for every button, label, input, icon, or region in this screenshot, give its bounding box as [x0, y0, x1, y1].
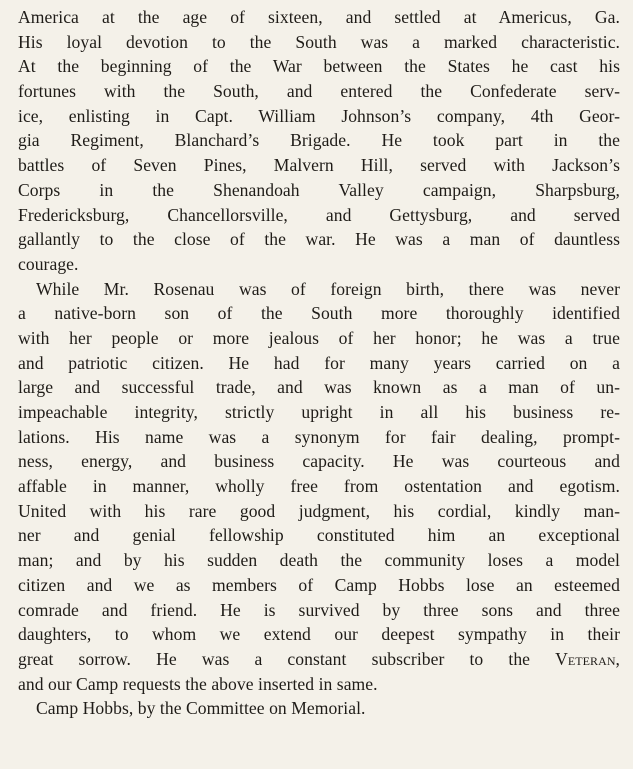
- text-line: gallantly to the close of the war. He was a man of dauntless: [18, 229, 620, 250]
- paragraph-character-tribute: [18, 277, 620, 697]
- veteran-title: Veteran: [555, 648, 616, 669]
- text-line: man; and by his sudden death the community loses a model: [18, 550, 620, 571]
- text-line: and our Camp requests the above inserted in same.: [18, 673, 378, 694]
- text-line-with-veteran: [18, 647, 620, 672]
- text-line: fortunes with the South, and entered the Confederate serv-: [18, 81, 620, 102]
- text-line: impeachable integrity, strictly upright in all his business re-: [18, 402, 620, 422]
- text-line: While Mr. Rosenau was of foreign birth, there was never: [36, 278, 620, 299]
- text-line: America at the age of sixteen, and settled at Americus, Ga.: [18, 7, 620, 27]
- text-line: ness, energy, and business capacity. He was courteous and: [18, 451, 620, 472]
- text-line: battles of Seven Pines, Malvern Hill, served with Jackson’s: [18, 155, 620, 176]
- text-line: gia Regiment, Blanchard’s Brigade. He took part in the: [18, 130, 620, 151]
- text-line: and patriotic citizen. He had for many years carried on a: [18, 352, 620, 373]
- text-line: affable in manner, wholly free from ostentation and egotism.: [18, 476, 620, 497]
- text-line: His loyal devotion to the South was a marked characteristic.: [18, 31, 620, 52]
- text-line: daughters, to whom we extend our deepest sympathy in their: [18, 624, 620, 645]
- text-line: United with his rare good judgment, his cordial, kindly man-: [18, 500, 620, 521]
- paragraph-service-record: [18, 5, 620, 277]
- signature-block: [18, 696, 620, 721]
- text-line: At the beginning of the War between the States he cast his: [18, 56, 620, 77]
- text-segment: ,: [615, 648, 620, 669]
- text-line: comrade and friend. He is survived by three sons and three: [18, 599, 620, 620]
- text-line: large and successful trade, and was known as a man of un-: [18, 377, 620, 398]
- text-line: ice, enlisting in Capt. William Johnson’s company, 4th Geor-: [18, 105, 620, 126]
- text-line: ner and genial fellowship constituted him an exceptional: [18, 525, 620, 546]
- text-line: Fredericksburg, Chancellorsville, and Gettysburg, and served: [18, 204, 620, 225]
- signature-line: Camp Hobbs, by the Committee on Memorial.: [36, 698, 366, 719]
- text-line: lations. His name was a synonym for fair dealing, prompt-: [18, 426, 620, 447]
- text-line: a native-born son of the South more thoroughly identified: [18, 303, 620, 324]
- text-line: citizen and we as members of Camp Hobbs lose an esteemed: [18, 574, 620, 595]
- text-segment: great sorrow. He was a constant subscriber to the: [18, 648, 531, 669]
- text-line: Corps in the Shenandoah Valley campaign, Sharpsburg,: [18, 179, 620, 200]
- text-line: courage.: [18, 253, 79, 274]
- text-line: with her people or more jealous of her honor; he was a true: [18, 327, 620, 348]
